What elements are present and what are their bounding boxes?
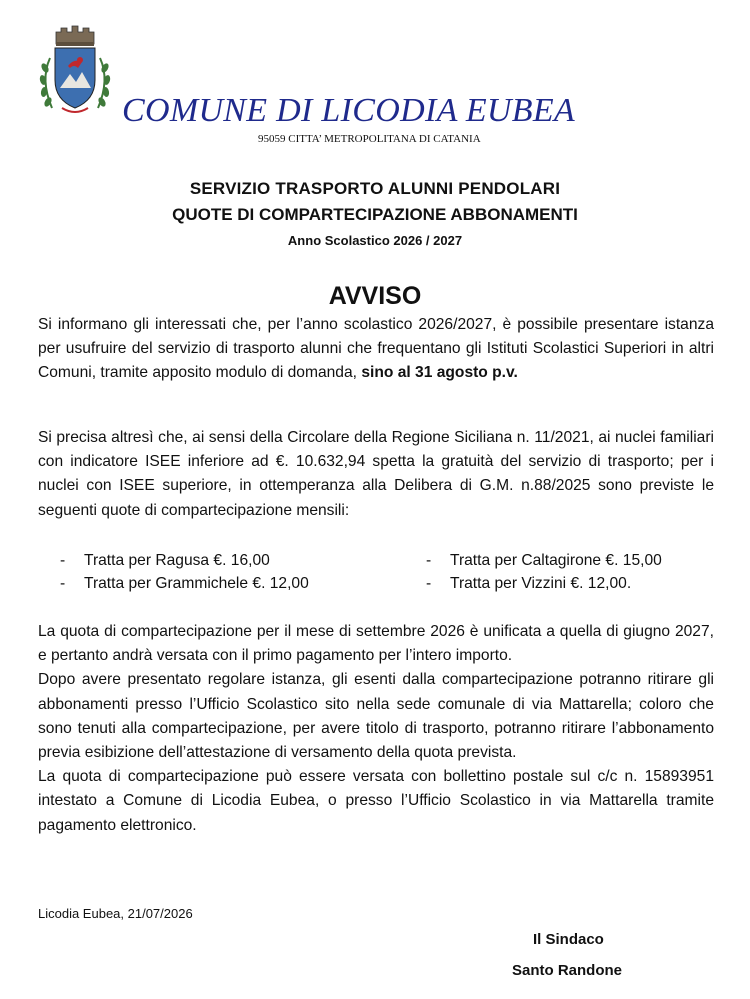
coat-of-arms-icon	[36, 18, 114, 118]
notice-paragraph-3	[38, 620, 714, 838]
subject-title: QUOTE DI COMPARTECIPAZIONE ABBONAMENTI	[172, 205, 578, 224]
paragraph-1-text: Si informano gli interessati che, per l’anno scolastico 2026/2027, è possibile presentare istanza per usufruire del servizio di trasporto alunni che frequentano gli Istituti Scolastici Superiori in altri Comuni, tramite apposito modulo di domanda,	[38, 316, 714, 382]
tariff-row	[60, 549, 720, 572]
signer-role: Il Sindaco	[533, 931, 604, 948]
paragraph-3-line: Dopo avere presentato regolare istanza, gli esenti dalla compartecipazione potranno ritirare gli abbonamenti presso l’Ufficio Scolastico sito nella sede comunale di via Mattarella; coloro che sono tenuti alla compartecipazione, per avere titolo di trasporto, potranno ritirare l’abbonamento previa esibizione dell’attestazione di versamento della quota prevista.	[38, 671, 714, 762]
service-title: SERVIZIO TRASPORTO ALUNNI PENDOLARI	[189, 179, 561, 198]
paragraph-3-line: La quota di compartecipazione per il mese di settembre 2026 è unificata a quella di giugno 2027, e pertanto andrà versata con il primo pagamento per l’intero importo.	[38, 623, 714, 665]
school-year: Anno Scolastico 2026 / 2027	[287, 233, 463, 248]
notice-heading: AVVISO	[328, 282, 422, 310]
place-date: Licodia Eubea, 21/07/2026	[38, 906, 193, 921]
tariff-item: - Tratta per Caltagirone €. 15,00	[426, 552, 662, 569]
notice-paragraph-1	[38, 313, 714, 386]
tariff-list	[60, 549, 720, 595]
municipality-address: 95059 CITTA’ METROPOLITANA DI CATANIA	[258, 133, 481, 145]
deadline-text: sino al 31 agosto p.v.	[361, 364, 518, 382]
tariff-label: Tratta per Caltagirone €. 15,00	[450, 552, 662, 569]
tariff-label: Tratta per Ragusa €. 16,00	[84, 552, 270, 569]
signer-name: Santo Randone	[512, 962, 623, 979]
tariff-item: - Tratta per Ragusa €. 16,00	[60, 552, 270, 569]
tariff-item: - Tratta per Grammichele €. 12,00	[60, 575, 309, 592]
municipality-name: COMUNE DI LICODIA EUBEA	[122, 92, 575, 129]
tariff-label: Tratta per Grammichele €. 12,00	[84, 575, 309, 592]
tariff-label: Tratta per Vizzini €. 12,00.	[450, 575, 632, 592]
paragraph-3-line: La quota di compartecipazione può essere versata con bollettino postale sul c/c n. 15893951 intestato a Comune di Licodia Eubea, o presso l’Ufficio Scolastico in via Mattarella tramite pagamento elettronico.	[38, 768, 714, 834]
tariff-item: - Tratta per Vizzini €. 12,00.	[426, 575, 632, 592]
notice-paragraph-2: Si precisa altresì che, ai sensi della Circolare della Regione Siciliana n. 11/2021, ai nuclei familiari con indicatore ISEE inferiore ad €. 10.632,94 spetta la gratuità del servizio di trasporto; per i nuclei con ISEE superiore, in ottemperanza alla Delibera di G.M. n.88/2025 sono previste le seguenti quote di compartecipazione mensili:	[38, 429, 714, 519]
tariff-row	[60, 572, 720, 595]
